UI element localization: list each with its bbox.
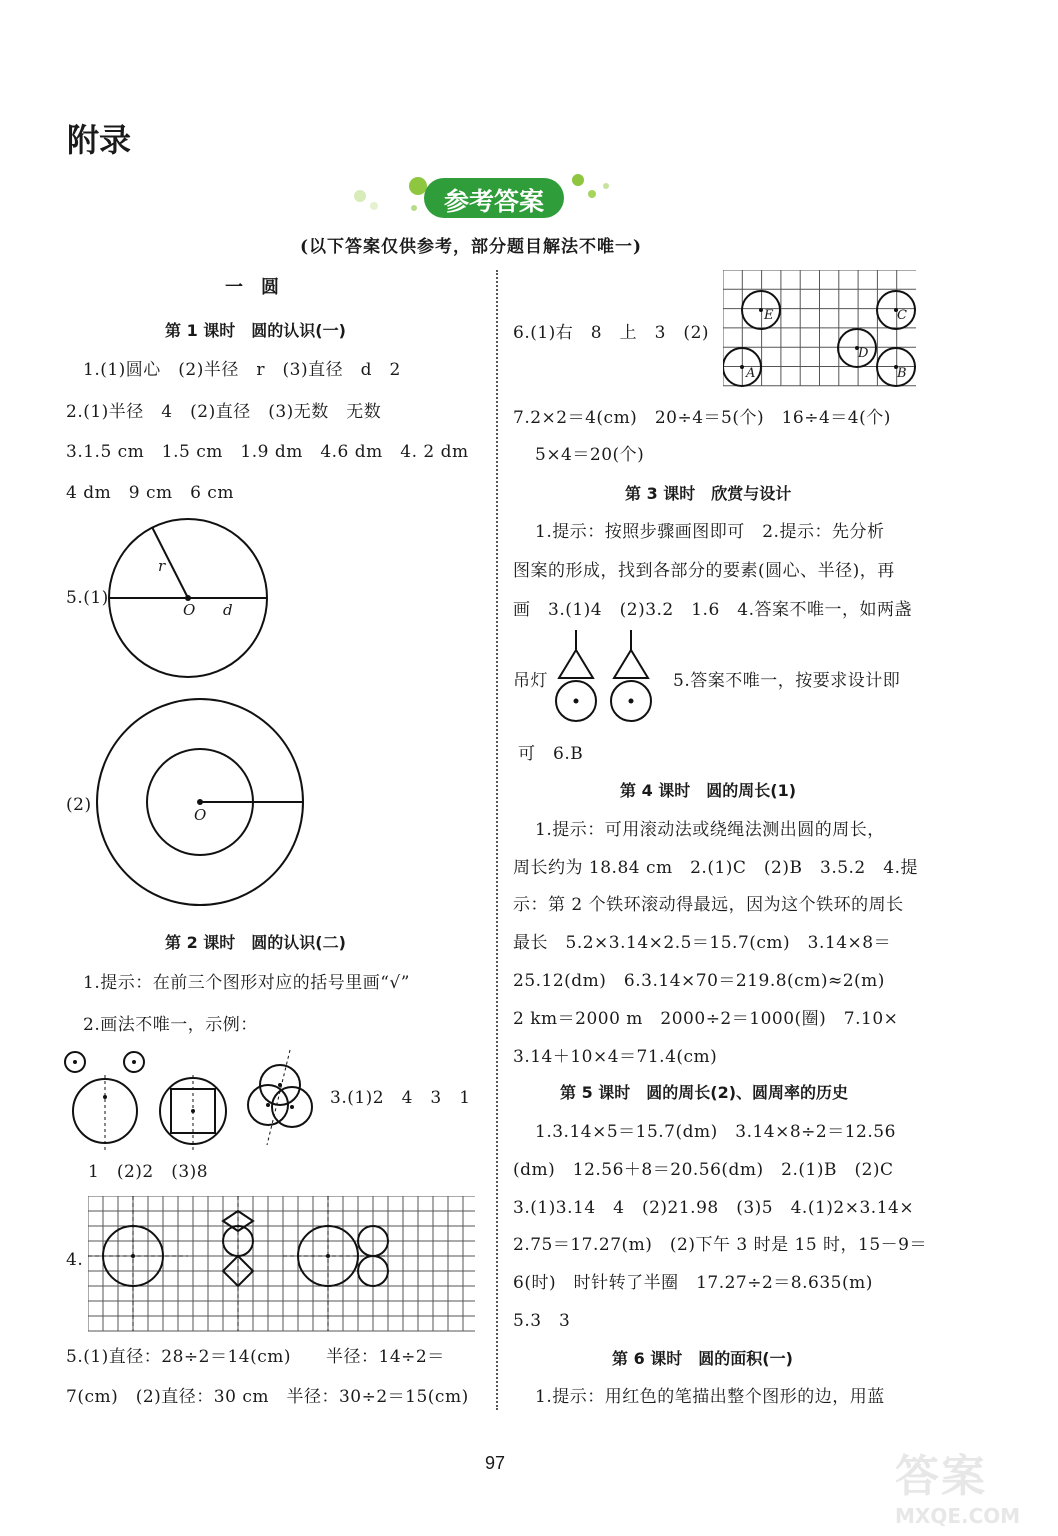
answer-line: 最长 5.2×3.14×2.5＝15.7(cm) 3.14×8＝ (513, 933, 892, 953)
answer-line: 7(cm) (2)直径：30 cm 半径：30÷2＝15(cm) (66, 1387, 469, 1407)
grid-label-b: B (897, 366, 907, 381)
answer-line: 4 dm 9 cm 6 cm (66, 483, 234, 503)
answer-line: 7.2×2＝4(cm) 20÷4＝5(个) 16÷4＝4(个) (513, 408, 891, 428)
grid-symmetry-figure (88, 1196, 478, 1336)
answer-line: 1.(1)圆心 (2)半径 r (3)直径 d 2 (83, 360, 401, 380)
answer-line: 5×4＝20(个) (535, 445, 645, 465)
watermark-logo: 答案 MXQE.COM (895, 1440, 1045, 1530)
lesson2-heading: 第 2 课时 圆的认识(二) (165, 933, 346, 952)
answer-line: 5.答案不唯一，按要求设计即 (673, 671, 901, 691)
answer-line: (dm) 12.56＋8＝20.56(dm) 2.(1)B (2)C (513, 1160, 894, 1180)
answer-line: 3.(1)2 4 3 1 (330, 1088, 471, 1108)
answer-note: (以下答案仅供参考，部分题目解法不唯一) (300, 237, 643, 257)
label-o: O (194, 806, 207, 824)
watermark-text: MXQE.COM (895, 1504, 1021, 1528)
answer-line: 5.(1)直径：28÷2＝14(cm) 半径：14÷2＝ (66, 1347, 445, 1367)
answer-line: 3.1.5 cm 1.5 cm 1.9 dm 4.6 dm 4. 2 dm (66, 442, 469, 462)
lesson1-heading: 第 1 课时 圆的认识(一) (165, 321, 346, 340)
answer-line: 2 km＝2000 m 2000÷2＝1000(圈) 7.10× (513, 1009, 899, 1029)
badge-label: 参考答案 (443, 187, 544, 216)
lesson4-heading: 第 4 课时 圆的周长(1) (620, 781, 797, 800)
answer-line: 图案的形成，找到各部分的要素(圆心、半径)，再 (513, 561, 895, 581)
figure-label: 4. (66, 1250, 84, 1270)
answer-badge (340, 168, 620, 228)
unit-title: 一 圆 (225, 277, 279, 298)
concentric-circles-figure (94, 698, 314, 908)
answer-line: 3.(1)3.14 4 (2)21.98 (3)5 4.(1)2×3.14× (513, 1198, 915, 1218)
grid-label-c: C (897, 308, 907, 323)
answer-line: 25.12(dm) 6.3.14×70＝219.8(cm)≈2(m) (513, 971, 885, 991)
figure-label: (2) (66, 795, 92, 815)
lesson6-heading: 第 6 课时 圆的面积(一) (612, 1349, 793, 1368)
label-d: d (223, 601, 233, 619)
grid-label-a: A (746, 366, 756, 381)
label-o: O (183, 601, 196, 619)
answer-line: 1.提示：在前三个图形对应的括号里画“√” (83, 973, 410, 993)
answer-line: 周长约为 18.84 cm 2.(1)C (2)B 3.5.2 4.提 (513, 858, 918, 878)
answer-line: 1 (2)2 (3)8 (88, 1162, 209, 1182)
grid-label-e: E (764, 308, 774, 323)
answer-line: 3.14＋10×4＝71.4(cm) (513, 1047, 718, 1067)
lesson5-heading: 第 5 课时 圆的周长(2)、圆周率的历史 (560, 1083, 849, 1102)
answer-line: 1.提示：按照步骤画图即可 2.提示：先分析 (535, 522, 885, 542)
answer-line: 6(时) 时针转了半圈 17.27÷2＝8.635(m) (513, 1273, 873, 1293)
answer-line: 1.提示：可用滚动法或绕绳法测出圆的周长， (535, 820, 885, 840)
circle-diameter-figure (100, 515, 280, 685)
grid-label-d: D (858, 346, 869, 361)
figure-label: 5.(1) (66, 588, 109, 608)
column-divider (496, 270, 498, 1410)
page-number: 97 (485, 1453, 506, 1473)
answer-line: 1.3.14×5＝15.7(dm) 3.14×8÷2＝12.56 (535, 1122, 896, 1142)
answer-line: 2.画法不唯一，示例： (83, 1015, 258, 1035)
answer-line: 6.(1)右 8 上 3 (2) (513, 323, 710, 343)
circle-drawing-examples (62, 1045, 322, 1155)
answer-line: 1.提示：用红色的笔描出整个图形的边，用蓝 (535, 1387, 885, 1407)
answer-line: 画 3.(1)4 (2)3.2 1.6 4.答案不唯一，如两盏 (513, 600, 912, 620)
page-title: 附录 (67, 121, 132, 159)
answer-line: 2.(1)半径 4 (2)直径 (3)无数 无数 (66, 402, 382, 422)
answer-line: 示：第 2 个铁环滚动得最远，因为这个铁环的周长 (513, 895, 904, 915)
lesson3-heading: 第 3 课时 欣赏与设计 (625, 484, 792, 503)
answer-line: 2.75＝17.27(m) (2)下午 3 时是 15 时，15－9＝ (513, 1235, 927, 1255)
answer-line: 吊灯 (513, 671, 548, 691)
label-r: r (158, 557, 166, 575)
answer-line: 可 6.B (518, 744, 584, 764)
hanging-lamps-icon (555, 628, 665, 723)
answer-line: 5.3 3 (513, 1311, 571, 1331)
